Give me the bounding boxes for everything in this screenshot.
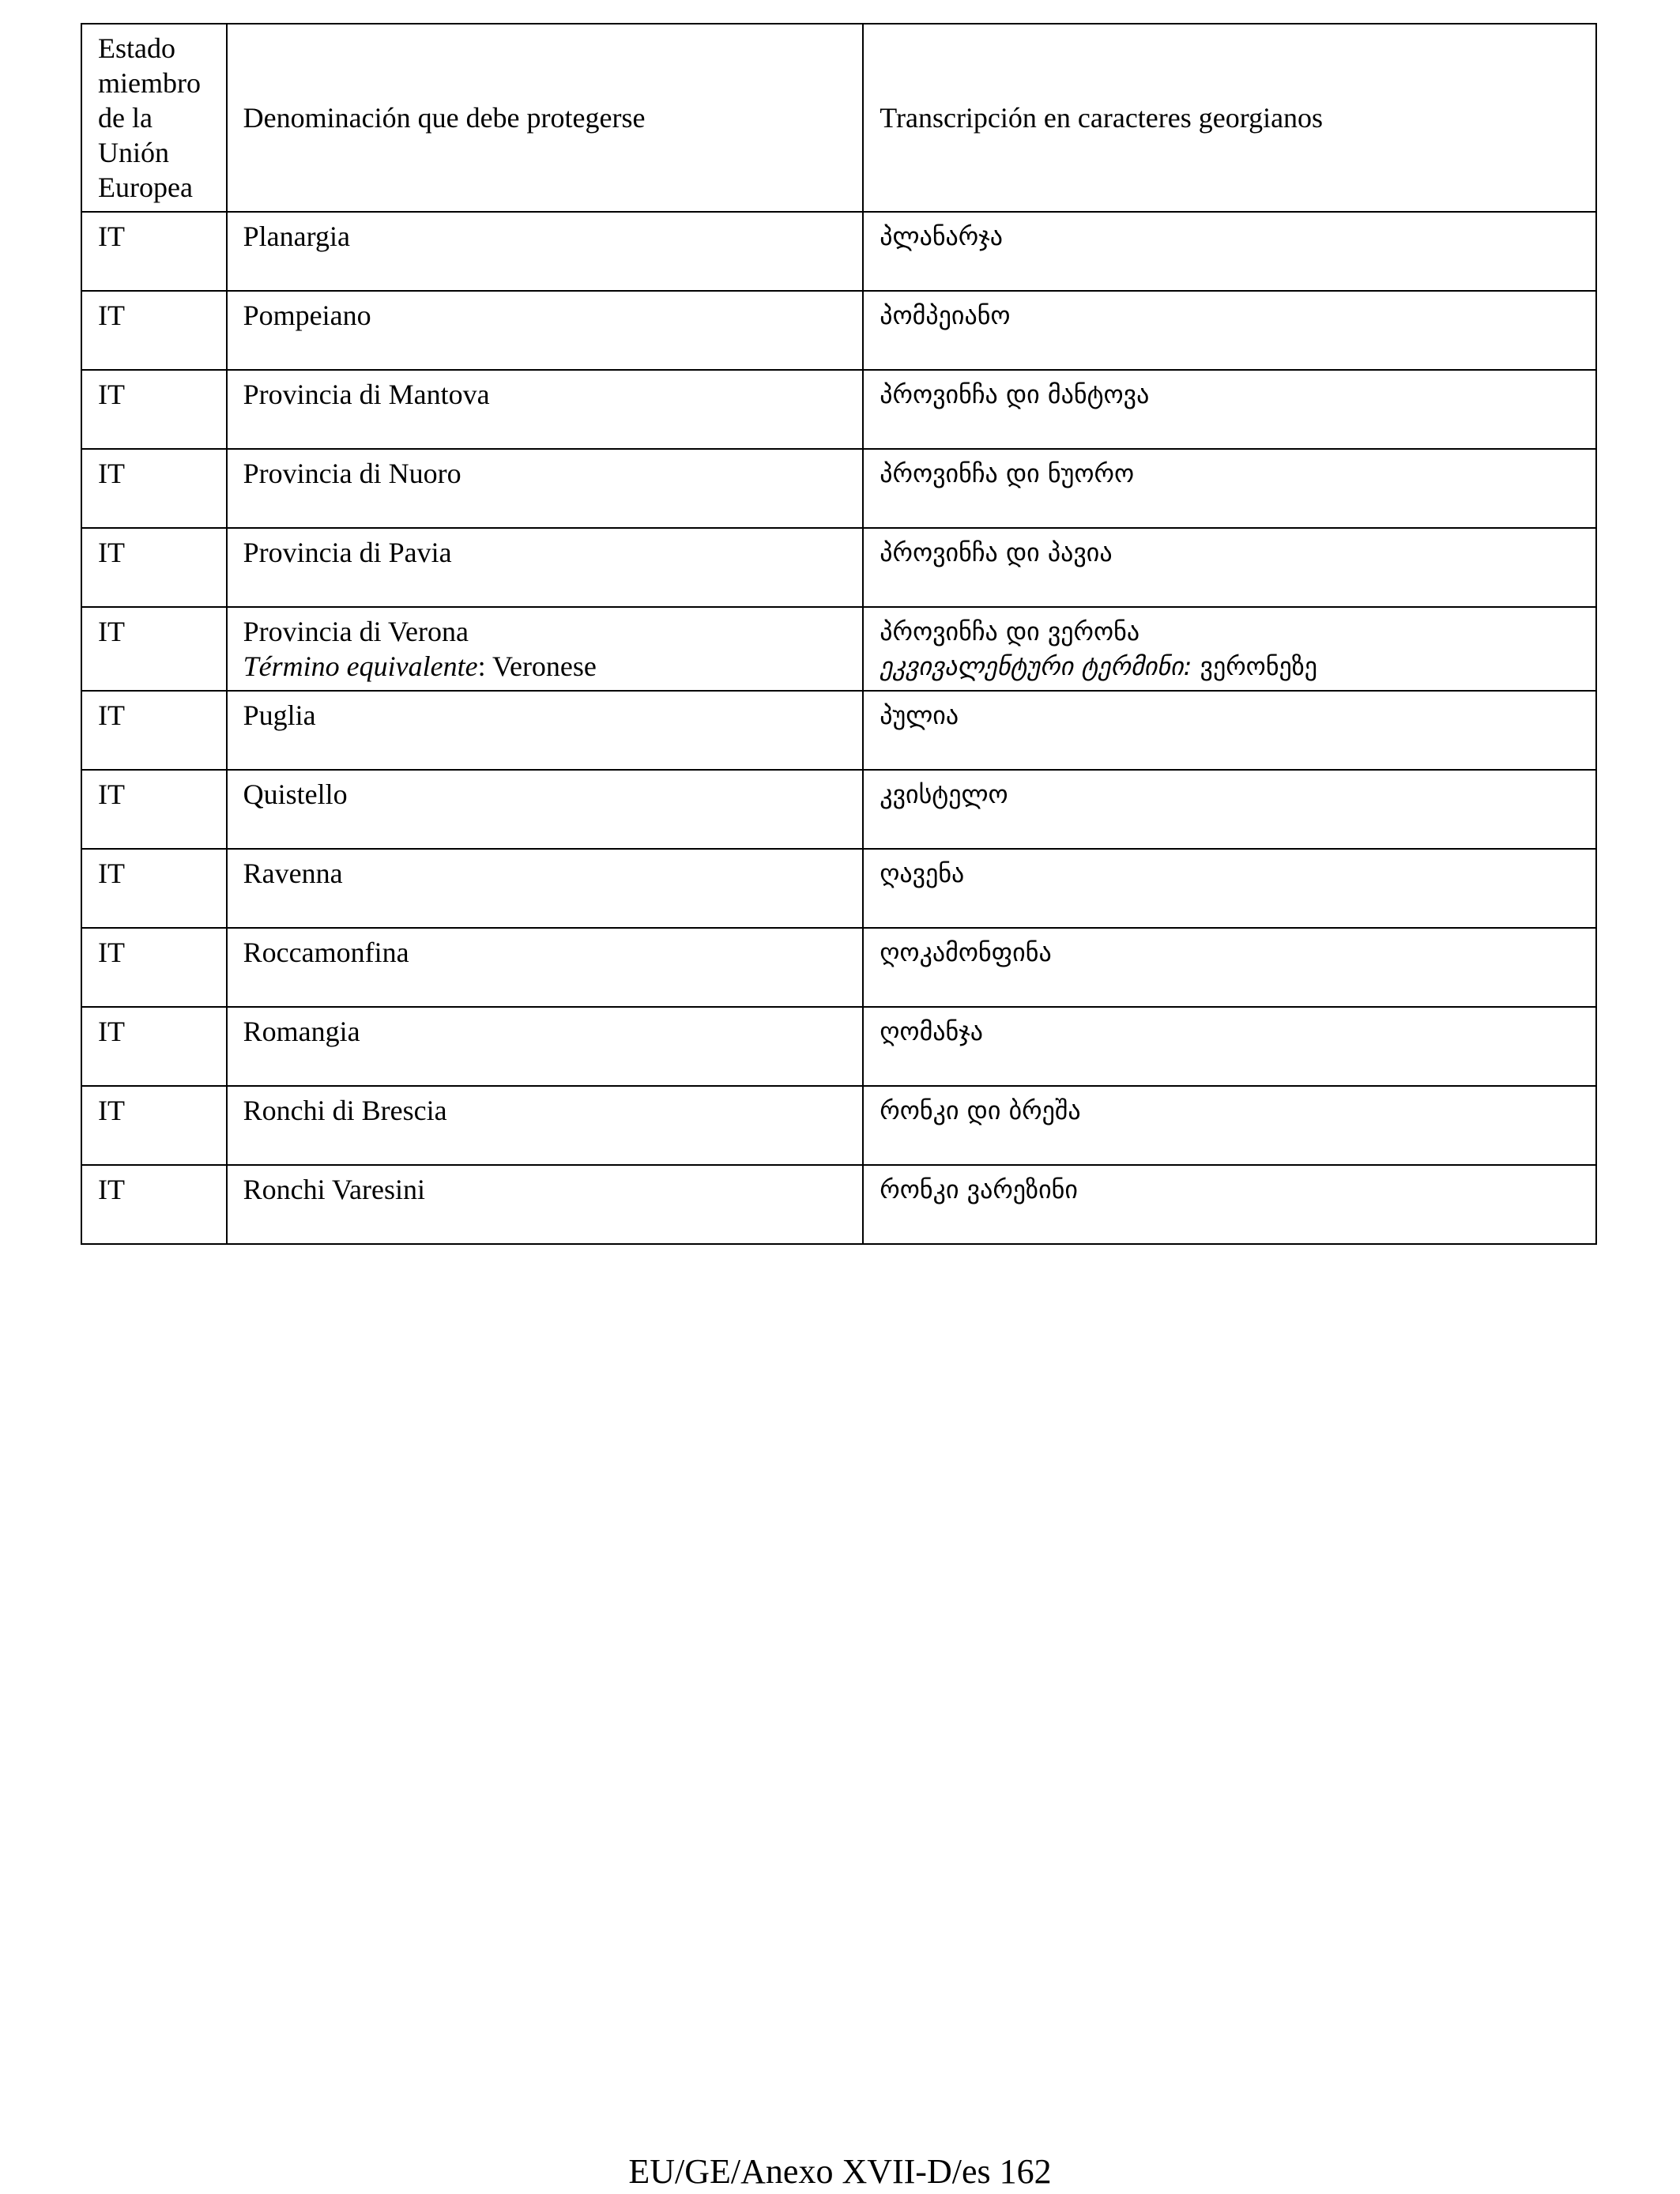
table-row (81, 370, 1596, 449)
cell-state: IT (81, 1165, 227, 1244)
cell-name (227, 607, 864, 691)
cell-state: IT (81, 1086, 227, 1165)
cell-transcription: ღავენა (863, 849, 1596, 928)
cell-name: Provincia di Pavia (227, 528, 864, 607)
cell-state: IT (81, 449, 227, 528)
cell-name: Quistello (227, 770, 864, 849)
equivalent-term-label: Término equivalente (243, 650, 478, 682)
cell-name: Provincia di Mantova (227, 370, 864, 449)
cell-state: IT (81, 691, 227, 770)
table-row (81, 212, 1596, 291)
cell-name: Pompeiano (227, 291, 864, 370)
cell-state: IT (81, 528, 227, 607)
name-primary: Provincia di Verona (243, 616, 469, 647)
cell-state: IT (81, 291, 227, 370)
transcription-primary: პროვინჩა დი ვერონა (880, 616, 1140, 647)
equivalent-term-value: Veronese (492, 650, 597, 682)
cell-transcription: პულია (863, 691, 1596, 770)
cell-transcription: პომპეიანო (863, 291, 1596, 370)
header-name: Denominación que debe protegerse (227, 24, 864, 212)
cell-transcription: პროვინჩა დი პავია (863, 528, 1596, 607)
table-row (81, 449, 1596, 528)
table-row (81, 1007, 1596, 1086)
cell-name: Ronchi Varesini (227, 1165, 864, 1244)
cell-transcription: რონკი დი ბრეშა (863, 1086, 1596, 1165)
cell-state: IT (81, 607, 227, 691)
equivalent-term-value-geo: ვერონეზე (1200, 651, 1318, 681)
cell-state: IT (81, 770, 227, 849)
cell-name: Puglia (227, 691, 864, 770)
header-transcription: Transcripción en caracteres georgianos (863, 24, 1596, 212)
cell-transcription: რონკი ვარეზინი (863, 1165, 1596, 1244)
cell-transcription (863, 607, 1596, 691)
cell-state: IT (81, 849, 227, 928)
cell-state: IT (81, 928, 227, 1007)
cell-transcription: პლანარჯა (863, 212, 1596, 291)
table-row (81, 849, 1596, 928)
cell-name: Romangia (227, 1007, 864, 1086)
cell-transcription: პროვინჩა დი ნუორო (863, 449, 1596, 528)
table-row (81, 528, 1596, 607)
cell-state: IT (81, 1007, 227, 1086)
table-row (81, 1165, 1596, 1244)
table-row (81, 1086, 1596, 1165)
cell-name: Roccamonfina (227, 928, 864, 1007)
equivalent-term-geo (880, 649, 1580, 684)
cell-name: Planargia (227, 212, 864, 291)
table-row (81, 928, 1596, 1007)
table-header-row (81, 24, 1596, 212)
cell-name: Provincia di Nuoro (227, 449, 864, 528)
cell-transcription: ღოკამონფინა (863, 928, 1596, 1007)
page-footer-reference: EU/GE/Anexo XVII-D/es 162 (628, 2152, 1052, 2191)
table-row (81, 691, 1596, 770)
designations-table (81, 23, 1597, 1245)
table-row (81, 607, 1596, 691)
cell-transcription: ღომანჯა (863, 1007, 1596, 1086)
cell-transcription: კვისტელო (863, 770, 1596, 849)
cell-transcription: პროვინჩა დი მანტოვა (863, 370, 1596, 449)
cell-state: IT (81, 212, 227, 291)
table-row (81, 770, 1596, 849)
cell-name: Ronchi di Brescia (227, 1086, 864, 1165)
cell-name: Ravenna (227, 849, 864, 928)
equivalent-term: Término equivalente: Veronese (243, 650, 597, 682)
table-row (81, 291, 1596, 370)
header-state: Estado miembro de la Unión Europea (81, 24, 227, 212)
cell-state: IT (81, 370, 227, 449)
equivalent-term-label-geo: ეკვივალენტური ტერმინი: (880, 651, 1192, 681)
